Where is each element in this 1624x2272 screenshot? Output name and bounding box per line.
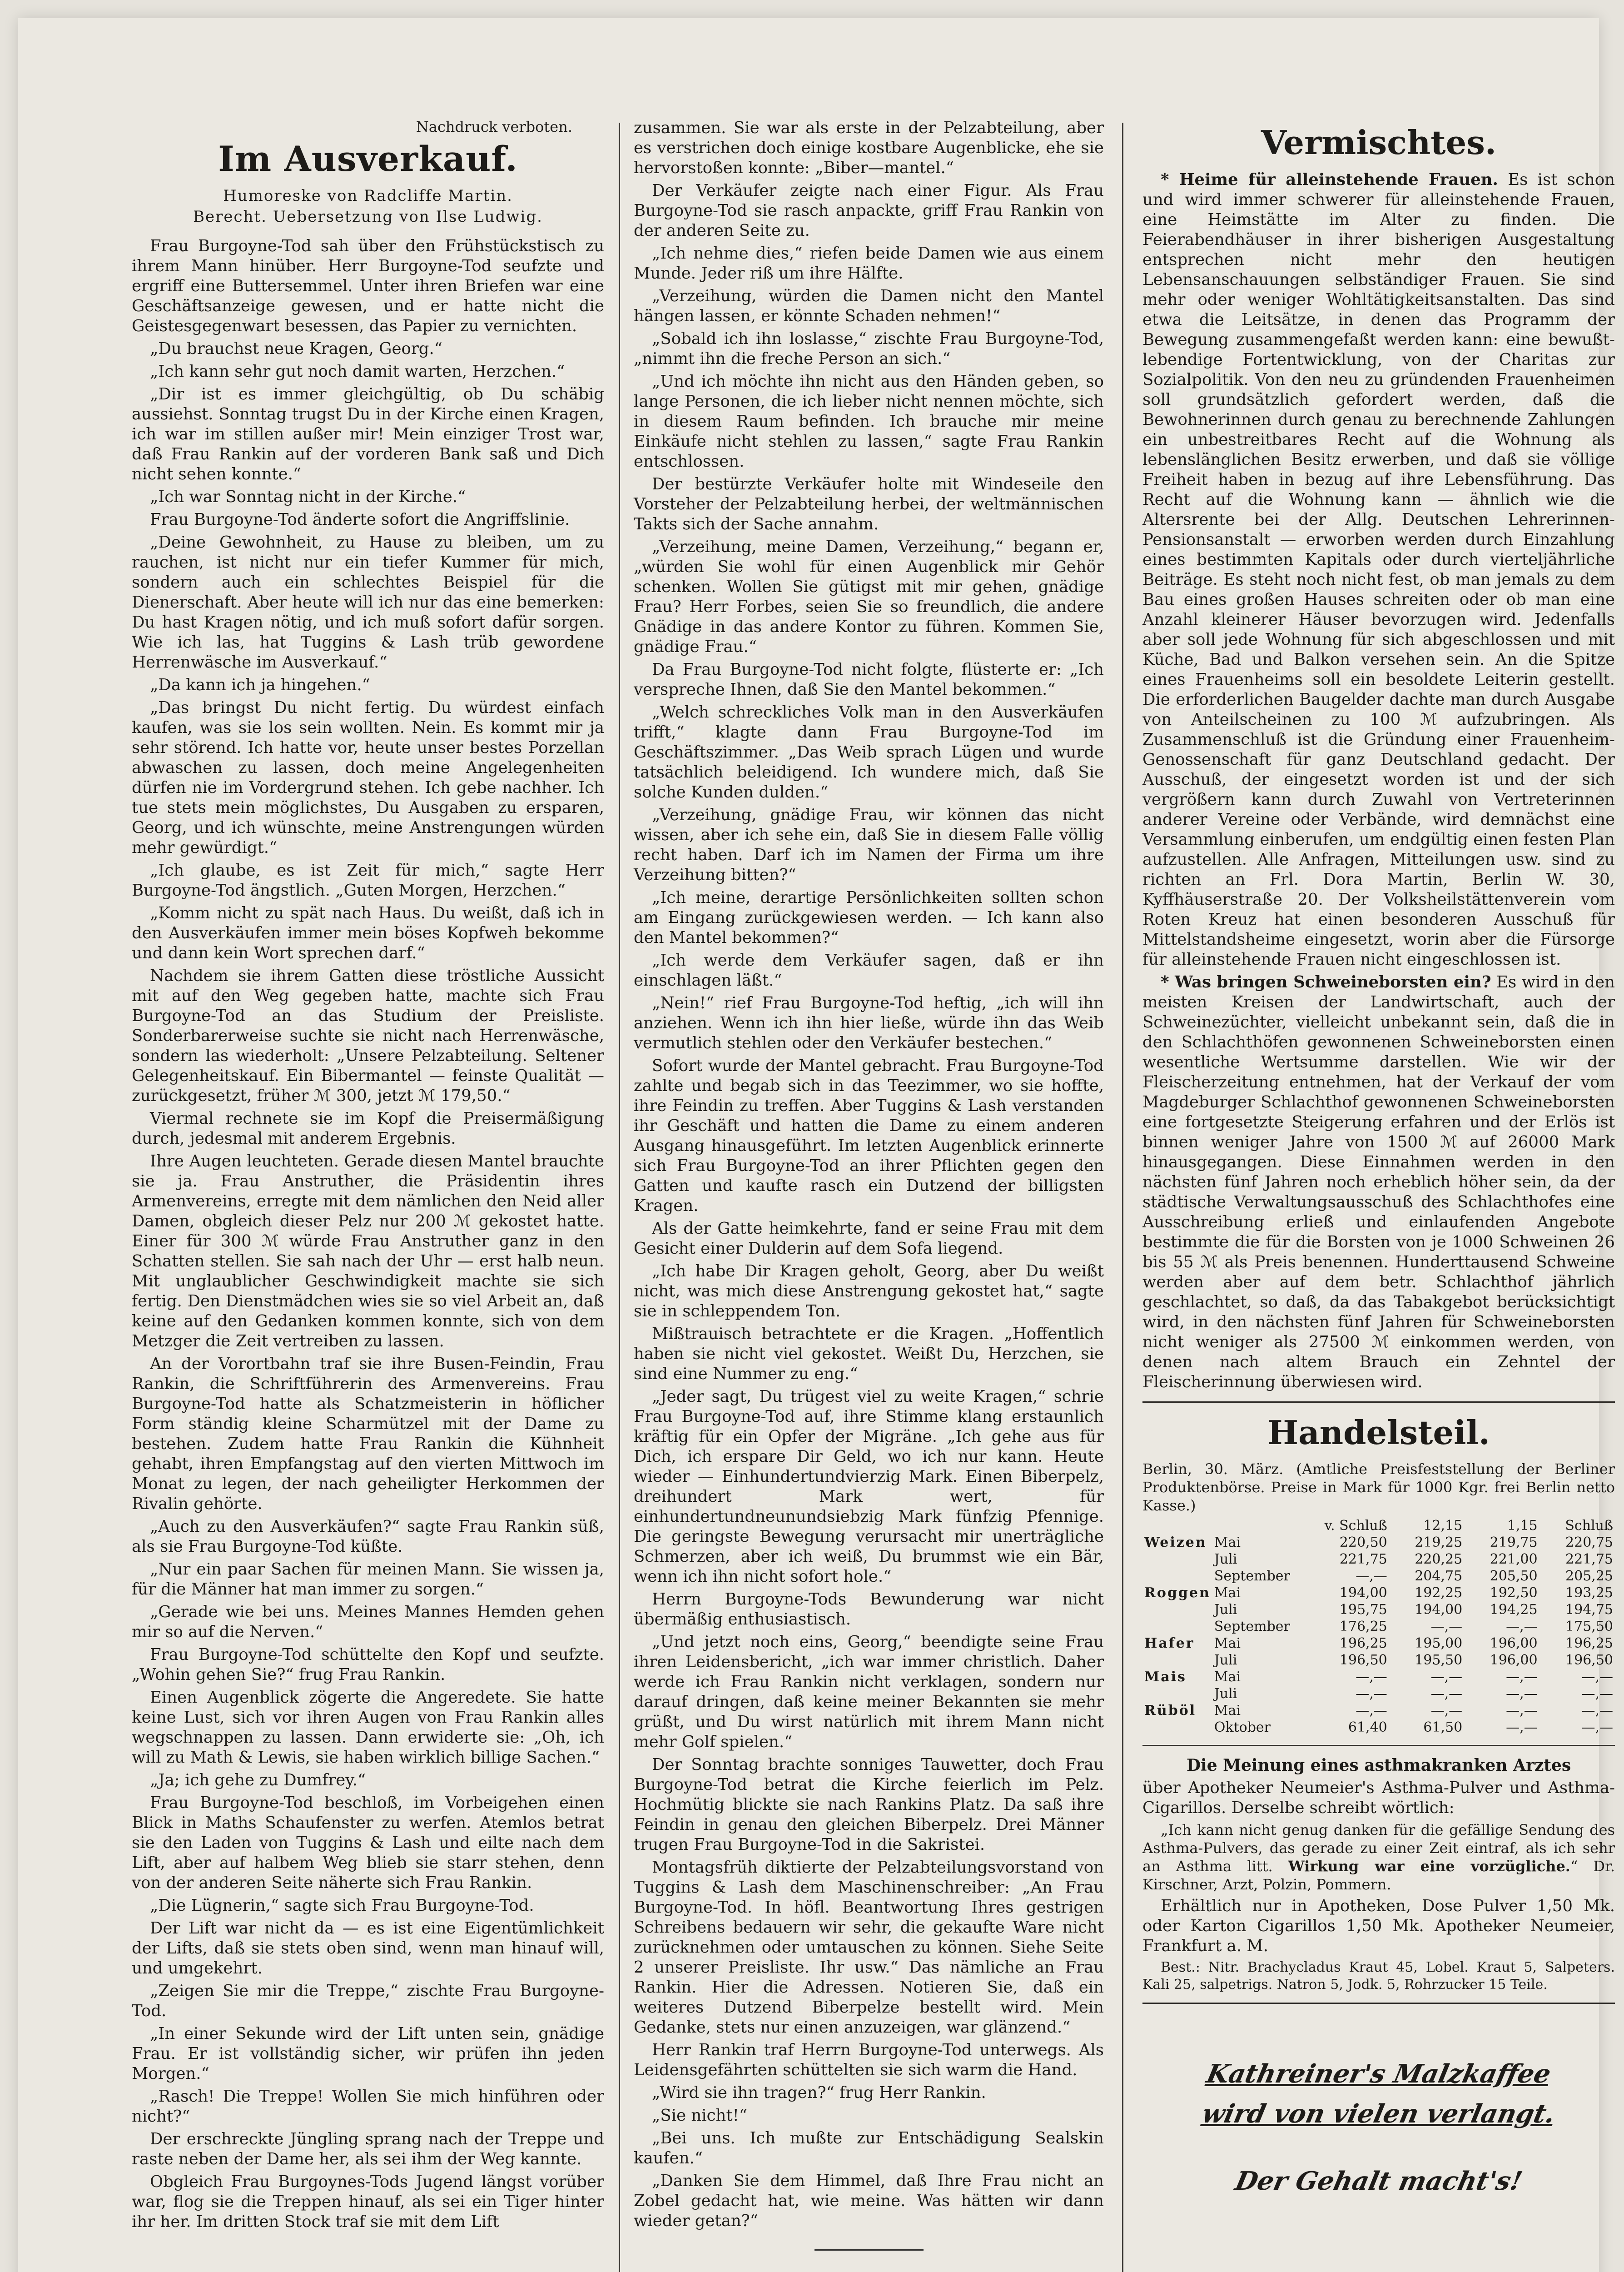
price-cell: —,— — [1430, 1619, 1463, 1634]
story2-paragraph: Da Frau Burgoyne-Tod nicht folgte, flüsterte er: „Ich verspreche Ihnen, daß Sie den Mantel bekommen.“ — [634, 660, 1104, 699]
misc-paragraph-head: * Was bringen Schweineborsten ein? — [1161, 973, 1491, 992]
price-cell: —,— — [1430, 1669, 1463, 1685]
section-divider-3 — [1142, 2003, 1615, 2004]
story-title: Im Ausverkauf. — [218, 139, 518, 179]
price-cell: 221,75 — [1565, 1551, 1613, 1567]
price-table-row — [1142, 1635, 1615, 1652]
delivery-month: September — [1214, 1568, 1290, 1584]
delivery-month: Juli — [1214, 1551, 1237, 1567]
price-cell: 219,75 — [1490, 1535, 1538, 1550]
price-cell: 194,00 — [1415, 1602, 1463, 1618]
story1-paragraph: Obgleich Frau Burgoynes-Tods Jugend längst vorüber war, flog sie die Treppen hinauf, als sei ein Tiger hinter ihr her. Im dritten Stock traf sie mit dem Lift — [132, 2172, 604, 2231]
story1-paragraph: „Ich glaube, es ist Zeit für mich,“ sagte Herr Burgoyne-Tod ängstlich. „Guten Morgen, Herzchen.“ — [132, 861, 604, 900]
commodity-label: Hafer — [1144, 1635, 1195, 1651]
price-cell: 196,25 — [1339, 1635, 1387, 1651]
price-cell: 194,75 — [1565, 1602, 1613, 1618]
story2-paragraph: „Ich meine, derartige Persönlichkeiten sollten schon am Eingang zurückgewiesen werden. — Ich kann also den Mantel bekommen?“ — [634, 888, 1104, 947]
story1-paragraph: „Zeigen Sie mir die Treppe,“ zischte Frau Burgoyne-Tod. — [132, 1982, 604, 2020]
column-story-part2 — [634, 118, 1104, 2251]
price-cell: 192,50 — [1490, 1585, 1538, 1601]
price-cell: 61,50 — [1423, 1719, 1463, 1735]
end-rule — [814, 2249, 924, 2251]
story1-paragraph: „Komm nicht zu spät nach Haus. Du weißt, daß ich in den Ausverkäufen immer mein böses Kopfweh bekomme und dann kein Wort sprechen darf.“ — [132, 904, 604, 962]
commodity-label: Mais — [1144, 1669, 1187, 1685]
price-cell: —,— — [1506, 1619, 1538, 1634]
script-line-2: wird von vielen verlangt. — [1199, 2099, 1558, 2129]
misc-title: Vermischtes. — [1261, 123, 1496, 162]
price-cell: 192,25 — [1415, 1585, 1463, 1601]
story2-paragraph: Sofort wurde der Mantel gebracht. Frau Burgoyne-Tod zahlte und begab sich in das Teezimmer, wo sie hoffte, ihre Feindin zu treffen. Aber Tuggins & Lash verstanden ihr Geschäft und hatten die Dame zu einem anderen Ausgang hinausgeführt. Im letzten Augenblick erinnerte sich Frau Burgoyne-Tod an ihrer Pflichten gegen den Gatten und kaufte rasch ein Dutzend der billigsten Kragen. — [634, 1056, 1104, 1215]
price-cell: 205,50 — [1490, 1568, 1538, 1584]
story1-paragraph: „Rasch! Die Treppe! Wollen Sie mich hinführen oder nicht?“ — [132, 2087, 604, 2126]
price-cell: —,— — [1506, 1719, 1538, 1735]
price-cell: 194,00 — [1339, 1585, 1387, 1601]
commodity-label: Weizen — [1144, 1535, 1207, 1550]
story-subtitle: Humoreske von Radcliffe Martin. — [223, 187, 513, 205]
commodity-label — [1142, 1618, 1212, 1635]
story-body-1 — [132, 236, 604, 2232]
story1-paragraph: Frau Burgoyne-Tod schüttelte den Kopf und seufzte. „Wohin gehen Sie?“ frug Frau Rankin. — [132, 1645, 604, 1684]
price-cell: 220,50 — [1339, 1535, 1387, 1550]
story2-paragraph: Mißtrauisch betrachtete er die Kragen. „Hoffentlich haben sie nicht viel gekostet. Weißt Du, Herzchen, sie sind eine Nummer zu eng.“ — [634, 1325, 1104, 1383]
price-table-row — [1142, 1652, 1615, 1669]
misc-paragraph-head: * Heime für alleinstehende Frauen. — [1161, 170, 1498, 189]
price-cell: —,— — [1581, 1719, 1613, 1735]
ad-intro: über Apotheker Neumeier's Asthma-Pulver und Asthma-Cigarillos. Derselbe schreibt wörtlich: — [1142, 1779, 1615, 1817]
story2-paragraph: „Verzeihung, würden die Damen nicht den Mantel hängen lassen, er könnte Schaden nehmen!“ — [634, 287, 1104, 325]
story2-paragraph: „Welch schreckliches Volk man in den Ausverkäufen trifft,“ klagte dann Frau Burgoyne-Tod im Geschäftszimmer. „Das Weib sprach Lügen und wurde tatsächlich beleidigend. Ich wundere mich, daß Sie solche Kunden dulden.“ — [634, 703, 1104, 802]
delivery-month: Mai — [1214, 1535, 1241, 1550]
price-table-row — [1142, 1584, 1615, 1601]
price-cell: —,— — [1581, 1686, 1613, 1702]
story1-paragraph: „Das bringst Du nicht fertig. Du würdest einfach kaufen, was sie los sein wollten. Nein. Es kommt mir ja sehr störend. Ich hatte vor, heute unser bestes Porzellan abwaschen zu lassen, doch meine Angelegenheiten dürfen nie im Vordergrund stehen. Ich gebe nachher. Ich tue stets mein möglichstes, Du Ausgaben zu ersparen, Georg, und ich wünschte, meine Anstrengungen würden mehr gewürdigt.“ — [132, 698, 604, 857]
price-cell: —,— — [1356, 1703, 1387, 1719]
story2-paragraph: „Wird sie ihn tragen?“ frug Herr Rankin. — [652, 2083, 986, 2102]
reprint-notice: Nachdruck verboten. — [416, 118, 572, 135]
commodity-label — [1142, 1719, 1212, 1736]
price-table-header-cell — [1212, 1517, 1292, 1534]
ad-quote — [1142, 1821, 1615, 1893]
price-cell: 196,00 — [1490, 1652, 1538, 1668]
story1-paragraph: Nachdem sie ihrem Gatten diese tröstliche Aussicht mit auf den Weg gegeben hatte, machte sich Frau Burgoyne-Tod an das Studium der Preisliste. Sonderbarerweise suchte sie nicht nach Herrenwäsche, sondern las wiederholt: „Unsere Pelzabteilung. Seltener Gelegenheitskauf. Ein Bibermantel — feinste Qualität — zurückgesetzt, früher ℳ 300, jetzt ℳ 179,50.“ — [132, 967, 604, 1105]
price-cell: 193,25 — [1565, 1585, 1613, 1601]
price-cell: —,— — [1581, 1669, 1613, 1685]
delivery-month: Mai — [1214, 1669, 1241, 1685]
price-table-header-cell: Schluß — [1565, 1518, 1613, 1534]
story1-paragraph: „Deine Gewohnheit, zu Hause zu bleiben, um zu rauchen, ist nicht nur ein tiefer Kummer für mich, sondern auch ein schlechtes Beispiel für die Dienerschaft. Aber heute will ich nur das eine bemerken: Du hast Kragen nötig, und ich muß sofort dafür sorgen. Wie ich las, hat Tuggins & Lash trüb gewordene Herrenwäsche im Ausverkauf.“ — [132, 533, 604, 672]
column-rule-2 — [1122, 123, 1123, 2272]
price-cell: —,— — [1506, 1686, 1538, 1702]
delivery-month: Mai — [1214, 1635, 1241, 1651]
story1-paragraph: Einen Augenblick zögerte die Angeredete. Sie hatte keine Lust, sich vor ihren Augen von Frau Rankin alles wegschnappen zu lassen. Dann erwiderte sie: „Oh, ich will zu Math & Lewis, sie haben wirklich billige Sachen.“ — [132, 1688, 604, 1767]
story1-paragraph: „Ich war Sonntag nicht in der Kirche.“ — [150, 488, 466, 506]
story2-paragraph: Der bestürzte Verkäufer holte mit Windeseile den Vorsteher der Pelzabteilung herbei, der weltmännischen Takts sich der Sache annahm. — [634, 475, 1104, 533]
story2-paragraph: Der Sonntag brachte sonniges Tauwetter, doch Frau Burgoyne-Tod betrat die Kirche feierlich im Pelz. Hochmütig blickte sie nach Rankins Platz. Da saß ihre Feindin in genau den gleichen Biberpelz. Drei Männer trugen Frau Burgoyne-Tod in die Sakristei. — [634, 1755, 1104, 1854]
script-line-3: Der Gehalt macht's! — [1232, 2166, 1525, 2196]
price-table-header-cell: 1,15 — [1507, 1518, 1538, 1534]
coffee-advertisement — [1142, 2054, 1615, 2201]
price-cell: —,— — [1506, 1669, 1538, 1685]
story1-paragraph: Frau Burgoyne-Tod änderte sofort die Angriffslinie. — [150, 510, 570, 529]
story2-paragraph: „Und jetzt noch eins, Georg,“ beendigte seine Frau ihren Leidensbericht, „ich war immer christlich. Daher werde ich Frau Rankin nicht verklagen, sondern nur darauf dringen, daß keine meiner Bekannten sie mehr grüßt, und Du wirst natürlich mit ihrem Mann nicht mehr Golf spielen.“ — [634, 1633, 1104, 1751]
column-misc — [1142, 118, 1615, 2201]
asthma-advertisement — [1142, 1755, 1615, 1993]
price-table-row — [1142, 1618, 1615, 1635]
ad-headline: Die Meinung eines asthmakranken Arztes — [1186, 1756, 1571, 1775]
price-table-row — [1142, 1534, 1615, 1551]
story2-paragraph: „Und ich möchte ihn nicht aus den Händen geben, so lange Personen, die ich lieber nicht nennen möchte, sich in diesem Raum befinden. Ich brauche mir meine Einkäufe nicht stehlen zu lassen,“ sagte Frau Rankin entschlossen. — [634, 372, 1104, 471]
misc-paragraph-text: Es ist schon und wird immer schwerer für alleinstehende Frauen, eine Heimstätte im Alter zu finden. Die Feierabendhäuser in ihrer bisherigen Ausgestaltung entsprechen nicht mehr den heutigen Lebensanschauungen selbständiger Frauen. Sie sind mehr oder weniger Wohltätigkeitsanstalten. Das sind etwa die Leitsätze, in denen das Programm der Bewegung zusammengefaßt werden kann: eine bewußt-lebendige Fortentwicklung, von der Charitas zur Sozialpolitik. Von den neu zu gründenden Frauenheimen soll grundsätzlich gefordert werden, daß die Bewohnerinnen durch genau zu berechnende Zahlungen ein unbestreitbares Recht auf die Wohnung als lebenslänglichen Besitz erwerben, und daß sie völlige Freiheit haben in bezug auf ihre Lebensführung. Das Recht auf die Wohnung kann — ähnlich wie die Altersrente bei der Allg. Deutschen Lehrerinnen-Pensionsanstalt — erworben werden durch Einzahlung eines bestimmten Kapitals oder durch vierteljährliche Beiträge. Es steht noch nicht fest, ob man jemals zu dem Bau eines großen Hauses schreiten oder ob man eine Anzahl kleinerer Häuser bevorzugen wird. Jedenfalls aber soll jede Wohnung für sich abgeschlossen und mit Küche, Bad und Balkon versehen sein. An die Spitze eines Frauenheims soll ein besoldete Leiterin gestellt. Die erforderlichen Baugelder dachte man durch Ausgabe von Anteilscheinen zu 100 ℳ aufzubringen. Als Zusammenschluß ist die Gründung einer Frauenheim-Genossenschaft für ganz Deutschland gedacht. Der Ausschuß, der eingesetzt worden ist und der sich vergrößern kann durch Zuwahl von Vertreterinnen anderer Vereine oder Verbände, wird demnächst eine Versammlung einberufen, um endgültig einen festen Plan aufzustellen. Alle Anfragen, Mitteilungen usw. sind zu richten an Frl. Dora Martin, Berlin W. 30, Kyffhäuserstraße 20. Der Volksheilstättenverein vom Roten Kreuz hat einen besonderen Ausschuß für Mittelstandsheime eingesetzt, worin aber die Fürsorge für alleinstehende Frauen nicht eingeschlossen ist. — [1142, 170, 1615, 969]
price-table-row — [1142, 1551, 1615, 1568]
story1-paragraph: „Ich kann sehr gut noch damit warten, Herzchen.“ — [150, 362, 565, 381]
story2-paragraph: „Danken Sie dem Himmel, daß Ihre Frau nicht an Zobel gedacht hat, wie meine. Was hätten wir dann wieder getan?“ — [634, 2172, 1104, 2230]
price-table-body — [1142, 1534, 1615, 1736]
price-cell: 195,75 — [1339, 1602, 1387, 1618]
delivery-month: Mai — [1214, 1585, 1241, 1601]
price-cell: —,— — [1356, 1568, 1387, 1584]
price-table-header-cell: v. Schluß — [1324, 1518, 1387, 1534]
delivery-month: Mai — [1214, 1703, 1241, 1719]
story2-paragraph: zusammen. Sie war als erste in der Pelzabteilung, aber es verstrichen doch einige kostbare Augenblicke, ehe sie hervorstoßen konnte: „Biber—mantel.“ — [634, 119, 1104, 177]
price-cell: —,— — [1430, 1703, 1463, 1719]
ad-availability: Erhältlich nur in Apotheken, Dose Pulver 1,50 Mk. oder Karton Cigarillos 1,50 Mk. Apotheker Neumeier, Frankfurt a. M. — [1142, 1897, 1615, 1955]
price-table — [1142, 1517, 1615, 1736]
price-table-header — [1142, 1517, 1615, 1534]
delivery-month: Oktober — [1214, 1719, 1271, 1735]
price-table-header-cell: 12,15 — [1423, 1518, 1463, 1534]
story2-paragraph: „Verzeihung, meine Damen, Verzeihung,“ begann er, „würden Sie wohl für einen Augenblick mir Gehör schenken. Wollen Sie gütigst mit mir gehen, gnädige Frau? Herr Forbes, seien Sie so freundlich, die andere Gnädige in das andere Kontor zu führen. Kommen Sie, gnädige Frau.“ — [634, 538, 1104, 656]
misc-body — [1142, 170, 1615, 1392]
misc-paragraph — [1142, 170, 1615, 970]
price-cell: 220,75 — [1565, 1535, 1613, 1550]
commodity-label: Roggen — [1144, 1585, 1211, 1601]
price-cell: 196,25 — [1565, 1635, 1613, 1651]
story2-paragraph: Als der Gatte heimkehrte, fand er seine Frau mit dem Gesicht einer Dulderin auf dem Sofa liegend. — [634, 1219, 1104, 1258]
story2-paragraph: „Bei uns. Ich mußte zur Entschädigung Sealskin kaufen.“ — [634, 2129, 1104, 2167]
price-cell: —,— — [1430, 1686, 1463, 1702]
story1-paragraph: Der erschreckte Jüngling sprang nach der Treppe und raste neben der Dame her, als sei ihm der Weg kannte. — [132, 2130, 604, 2168]
story1-paragraph: „Auch zu den Ausverkäufen?“ sagte Frau Rankin süß, als sie Frau Burgoyne-Tod küßte. — [132, 1517, 604, 1556]
story2-paragraph: „Sobald ich ihn loslasse,“ zischte Frau Burgoyne-Tod, „nimmt ihn die freche Person an sich.“ — [634, 329, 1104, 368]
price-cell: —,— — [1356, 1686, 1387, 1702]
price-table-row — [1142, 1719, 1615, 1736]
ad-quote-text: „Ich kann nicht genug danken für die gefällige Sendung des Asthma-Pulvers, das gerade zu einer Zeit eintraf, als ich sehr an Asthma litt. — [1142, 1821, 1615, 1875]
story2-paragraph: Herrn Burgoyne-Tods Bewunderung war nicht übermäßig enthusiastisch. — [634, 1590, 1104, 1629]
script-line-1: Kathreiner's Malzkaffee — [1203, 2059, 1554, 2089]
ad-ingredients: Best.: Nitr. Brachycladus Kraut 45, Lobel. Kraut 5, Salpeters. Kali 25, salpetrigs. Natron 5, Jodk. 5, Rohrzucker 15 Teile. — [1142, 1959, 1615, 1993]
price-cell: 196,00 — [1490, 1635, 1538, 1651]
story1-paragraph: „Die Lügnerin,“ sagte sich Frau Burgoyne-Tod. — [150, 1896, 534, 1915]
price-cell: 61,40 — [1348, 1719, 1387, 1735]
price-cell: —,— — [1356, 1669, 1387, 1685]
story2-paragraph: „Ich habe Dir Kragen geholt, Georg, aber Du weißt nicht, was mich diese Anstrengung gekostet hat,“ sagte sie in schleppendem Ton. — [634, 1262, 1104, 1320]
price-table-row — [1142, 1702, 1615, 1719]
price-cell: —,— — [1506, 1703, 1538, 1719]
story2-paragraph: „Sie nicht!“ — [652, 2106, 748, 2125]
price-table-row — [1142, 1685, 1615, 1702]
translator-credit: Berecht. Uebersetzung von Ilse Ludwig. — [193, 208, 543, 226]
price-cell: 196,50 — [1565, 1652, 1613, 1668]
trade-title: Handelsteil. — [1267, 1413, 1490, 1452]
story1-paragraph: An der Vorortbahn traf sie ihre Busen-Feindin, Frau Rankin, die Schriftführerin des Armenvereins. Frau Burgoyne-Tod hatte als Schatzmeisterin in höflicher Form ständig kleine Scharmützel mit der Dame zu bestehen. Zudem hatte Frau Rankin die Kühnheit gehabt, ihren Empfangstag auf den vierten Mittwoch im Monat zu legen, der nach geheiligter Herkommen der Rivalin gehörte. — [132, 1355, 604, 1513]
story1-paragraph: Viermal rechnete sie im Kopf die Preisermäßigung durch, jedesmal mit anderem Ergebnis. — [132, 1109, 604, 1148]
ad-quote-signature: “ Dr. Kirschner, Arzt, Polzin, Pommern. — [1142, 1858, 1615, 1893]
price-cell: 195,00 — [1415, 1635, 1463, 1651]
commodity-label — [1142, 1551, 1212, 1568]
price-cell: 220,25 — [1415, 1551, 1463, 1567]
story1-paragraph: „In einer Sekunde wird der Lift unten sein, gnädige Frau. Er ist vollständig sicher, wir prüfen ihn jeden Morgen.“ — [132, 2024, 604, 2083]
story1-paragraph: Der Lift war nicht da — es ist eine Eigentümlichkeit der Lifts, daß sie stets oben sind, wenn man hinauf will, und umgekehrt. — [132, 1919, 604, 1978]
delivery-month: Juli — [1214, 1652, 1237, 1668]
price-cell: —,— — [1581, 1703, 1613, 1719]
delivery-month: Juli — [1214, 1686, 1237, 1702]
commodity-label — [1142, 1601, 1212, 1618]
price-cell: 221,75 — [1339, 1551, 1387, 1567]
column-rule-1 — [619, 123, 620, 2272]
story1-paragraph: „Du brauchst neue Kragen, Georg.“ — [150, 339, 442, 358]
story1-paragraph: „Nur ein paar Sachen für meinen Mann. Sie wissen ja, für die Männer hat man immer zu sorgen.“ — [132, 1560, 604, 1599]
section-divider-2 — [1142, 1745, 1615, 1746]
price-table-row — [1142, 1601, 1615, 1618]
price-cell: 219,25 — [1415, 1535, 1463, 1550]
commodity-label: Rüböl — [1144, 1703, 1197, 1719]
price-cell: 205,25 — [1565, 1568, 1613, 1584]
price-cell: 176,25 — [1339, 1619, 1387, 1634]
misc-paragraph-text: Es wird in den meisten Kreisen der Landwirtschaft, auch der Schweinezüchter, vielleicht unbekannt sein, daß die in den Schlachthöfen gewonnenen Schweineborsten einen wesentliche Wertsumme darstellen. Wie wir der Fleischerzeitung entnehmen, hat der Verkauf der vom Magdeburger Schlachthof gewonnenen Schweineborsten eine fortgesetzte Steigerung erfahren und der Erlös ist binnen weniger Jahre von 1500 ℳ auf 26000 Mark hinausgegangen. Diese Einnahmen werden in den nächsten fünf Jahren noch erheblich höher sein, da der städtische Verwaltungsausschuß des Schlachthofes eine Ausschreibung erließ und einlaufenden Angebote bestimmte die für die Borsten von je 1000 Schweinen 26 bis 55 ℳ als Preis benennen. Hunderttausend Schweine werden aber auf dem betr. Schlachthof jährlich geschlachtet, so daß, da das Tabakgebot berücksichtigt wird, in den nächsten fünf Jahren für Schweineborsten nicht weniger als 27500 ℳ einkommen werden, von denen nach altem Brauch ein Zehntel der Fleischerinnung überwiesen wird. — [1142, 973, 1615, 1391]
section-divider — [1142, 1401, 1615, 1403]
commodity-label — [1142, 1652, 1212, 1669]
price-table-header-cell — [1142, 1517, 1212, 1534]
story1-paragraph: Ihre Augen leuchteten. Gerade diesen Mantel brauchte sie ja. Frau Anstruther, die Präsidentin ihres Armenvereins, erregte mit dem nämlichen den Neid aller Damen, obgleich dieser Pelz nur 200 ℳ gekostet hatte. Einer für 300 ℳ würde Frau Anstruther ganz in den Schatten stellen. Sie sah nach der Uhr — erst halb neun. Mit unglaublicher Geschwindigkeit machte sie sich fertig. Den Dienstmädchen wies sie so viel Arbeit an, daß keine auf den Gedanken kommen konnte, sich von dem Metzger die Zeit vertreiben zu lassen. — [132, 1152, 604, 1350]
commodity-label — [1142, 1685, 1212, 1702]
commodity-label — [1142, 1568, 1212, 1584]
story2-paragraph: „Verzeihung, gnädige Frau, wir können das nicht wissen, aber ich sehe ein, daß Sie in diesem Falle völlig recht haben. Darf ich im Namen der Firma um ihre Verzeihung bitten?“ — [634, 806, 1104, 884]
delivery-month: September — [1214, 1619, 1290, 1634]
story2-paragraph: „Jeder sagt, Du trügest viel zu weite Kragen,“ schrie Frau Burgoyne-Tod auf, ihre Stimme klang erstaunlich kräftig für ein Opfer der Migräne. „Ich gehe aus für Dich, ich erspare Dir Geld, wo ich nur kann. Heute wieder — Einhundertundvierzig Mark. Einen Biberpelz, dreihundert Mark wert, für einhundertundneunundsiebzig Mark fünfzig Pfennige. Die geringste Bewegung verursacht mir unerträgliche Schmerzen, aber ich weiß, Du brummst wie ein Bär, wenn ich ihn nicht sofort hole.“ — [634, 1387, 1104, 1586]
column-story-part1 — [132, 118, 604, 2235]
story1-paragraph: „Dir ist es immer gleichgültig, ob Du schäbig aussiehst. Sonntag trugst Du in der Kirche einen Kragen, ich war im stillen außer mir! Mein einziger Trost war, daß Frau Rankin auf der vorderen Bank saß und Dich nicht sehen konnte.“ — [132, 385, 604, 483]
story2-paragraph: Herr Rankin traf Herrn Burgoyne-Tod unterwegs. Als Leidensgefährten schüttelten sie sich warm die Hand. — [634, 2041, 1104, 2079]
story-body-2 — [634, 118, 1104, 2231]
misc-paragraph — [1142, 972, 1615, 1392]
price-cell: 194,25 — [1490, 1602, 1538, 1618]
story1-paragraph: Frau Burgoyne-Tod sah über den Frühstückstisch zu ihrem Mann hinüber. Herr Burgoyne-Tod seufzte und ergriff eine Buttersemmel. Unter ihren Briefen war eine Geschäftsanzeige gewesen, und er hatte nicht die Geistesgegenwart besessen, das Papier zu vernichten. — [132, 237, 604, 335]
price-table-row — [1142, 1568, 1615, 1584]
trade-intro: Berlin, 30. März. (Amtliche Preisfeststellung der Berliner Produktenbörse. Preise in Mark für 1000 Kgr. frei Berlin netto Kasse.) — [1142, 1460, 1615, 1514]
story1-paragraph: „Ja; ich gehe zu Dumfrey.“ — [150, 1771, 366, 1789]
story1-paragraph: „Da kann ich ja hingehen.“ — [150, 676, 370, 694]
story2-paragraph: Der Verkäufer zeigte nach einer Figur. Als Frau Burgoyne-Tod sie rasch anpackte, griff Frau Rankin von der anderen Seite zu. — [634, 181, 1104, 240]
story2-paragraph: Montagsfrüh diktierte der Pelzabteilungsvorstand von Tuggins & Lash dem Maschinenschreiber: „An Frau Burgoyne-Tod. In höfl. Beantwortung Ihres gestrigen Schreibens bedauern wir sehr, die gekaufte Ware nicht zurücknehmen oder umtauschen zu können. Siehe Seite 2 unserer Preisliste. Ihr usw.“ Das nämliche an Frau Rankin. Hier die Adressen. Notieren Sie, daß ein weiteres Dutzend Biberpelze bestellt wird. Mein Gedanke, stets nur einen anzuzeigen, war glänzend.“ — [634, 1858, 1104, 2037]
story2-paragraph: „Ich nehme dies,“ riefen beide Damen wie aus einem Munde. Jeder riß um ihre Hälfte. — [634, 244, 1104, 283]
price-cell: 221,00 — [1490, 1551, 1538, 1567]
delivery-month: Juli — [1214, 1602, 1237, 1618]
price-cell: 196,50 — [1339, 1652, 1387, 1668]
story2-paragraph: „Nein!“ rief Frau Burgoyne-Tod heftig, „ich will ihn anziehen. Wenn ich ihn hier ließe, würde ihn das Weib vermutlich stehlen oder den Verkäufer bestechen.“ — [634, 994, 1104, 1052]
story1-paragraph: „Gerade wie bei uns. Meines Mannes Hemden gehen mir so auf die Nerven.“ — [132, 1603, 604, 1641]
price-cell: 175,50 — [1565, 1619, 1613, 1634]
ad-quote-bold: Wirkung war eine vorzügliche. — [1288, 1858, 1570, 1875]
price-cell: 195,50 — [1415, 1652, 1463, 1668]
price-table-row — [1142, 1669, 1615, 1685]
price-cell: 204,75 — [1415, 1568, 1463, 1584]
story2-paragraph: „Ich werde dem Verkäufer sagen, daß er ihn einschlagen läßt.“ — [634, 951, 1104, 990]
story1-paragraph: Frau Burgoyne-Tod beschloß, im Vorbeigehen einen Blick in Maths Schaufenster zu werfen. Atemlos betrat sie den Laden von Tuggins & Lash und eilte nach dem Lift, aber auf halbem Weg blieb sie starr stehen, denn von der anderen Seite näherte sich Frau Rankin. — [132, 1794, 604, 1892]
